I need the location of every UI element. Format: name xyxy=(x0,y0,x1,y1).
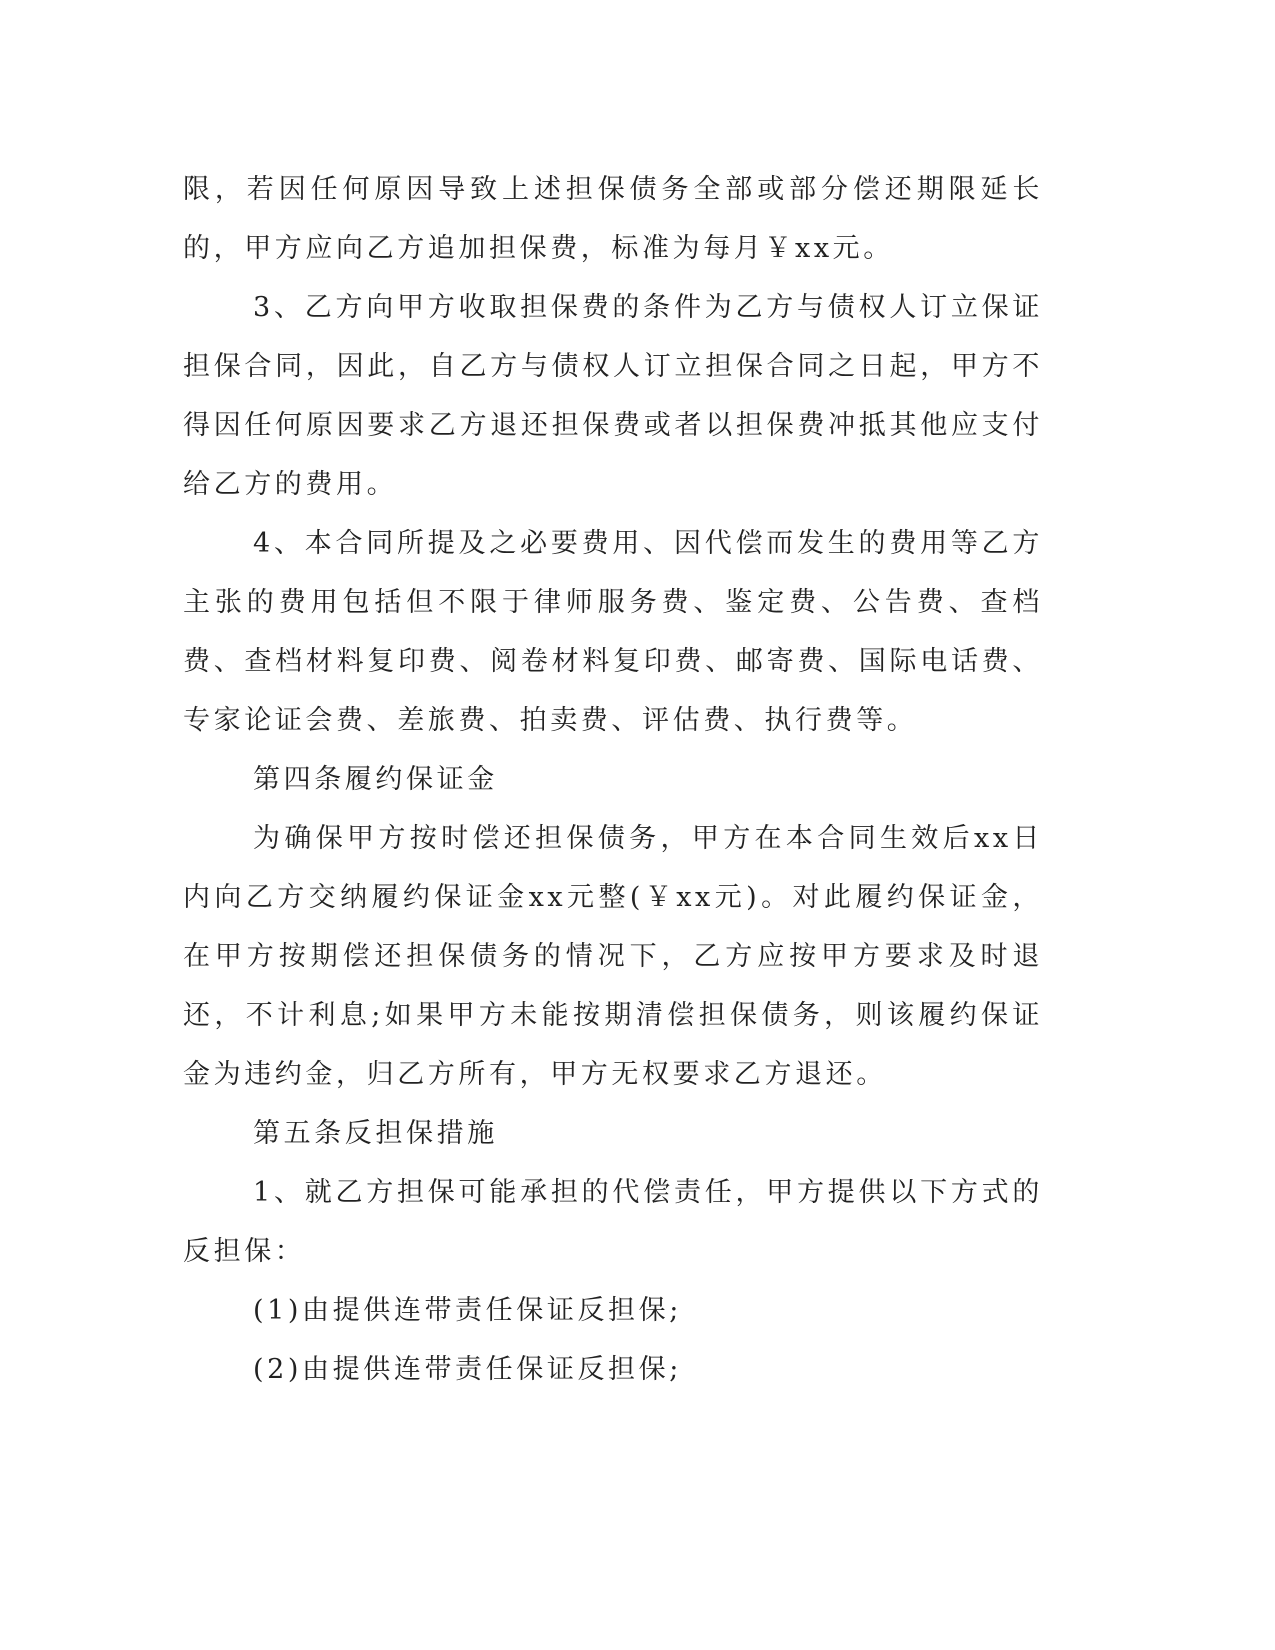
paragraph-counter-guarantee-1: 1、就乙方担保可能承担的代偿责任，甲方提供以下方式的反担保： xyxy=(183,1177,1043,1267)
paragraph-fee-extension: 限，若因任何原因导致上述担保债务全部或部分偿还期限延长的，甲方应向乙方追加担保费，标准为每月￥xx元。 xyxy=(183,174,1043,264)
list-item-1: (1)由提供连带责任保证反担保; xyxy=(253,1295,682,1326)
paragraph-clause-3: 3、乙方向甲方收取担保费的条件为乙方与债权人订立保证担保合同，因此，自乙方与债权人订立担保合同之日起，甲方不得因任何原因要求乙方退还担保费或者以担保费冲抵其他应支付给乙方的费用。 xyxy=(183,292,1043,500)
list-item-2: (2)由提供连带责任保证反担保; xyxy=(253,1354,682,1385)
document-body xyxy=(183,160,1043,1399)
paragraph-deposit: 为确保甲方按时偿还担保债务，甲方在本合同生效后xx日内向乙方交纳履约保证金xx元整(￥xx元)。对此履约保证金，在甲方按期偿还担保债务的情况下，乙方应按甲方要求及时退还，不计利息;如果甲方未能按期清偿担保债务，则该履约保证金为违约金，归乙方所有，甲方无权要求乙方退还。 xyxy=(183,823,1043,1090)
heading-article-4: 第四条履约保证金 xyxy=(253,764,498,795)
paragraph-clause-4: 4、本合同所提及之必要费用、因代偿而发生的费用等乙方主张的费用包括但不限于律师服务费、鉴定费、公告费、查档费、查档材料复印费、阅卷材料复印费、邮寄费、国际电话费、专家论证会费、差旅费、拍卖费、评估费、执行费等。 xyxy=(183,528,1043,736)
heading-article-5: 第五条反担保措施 xyxy=(253,1118,498,1149)
